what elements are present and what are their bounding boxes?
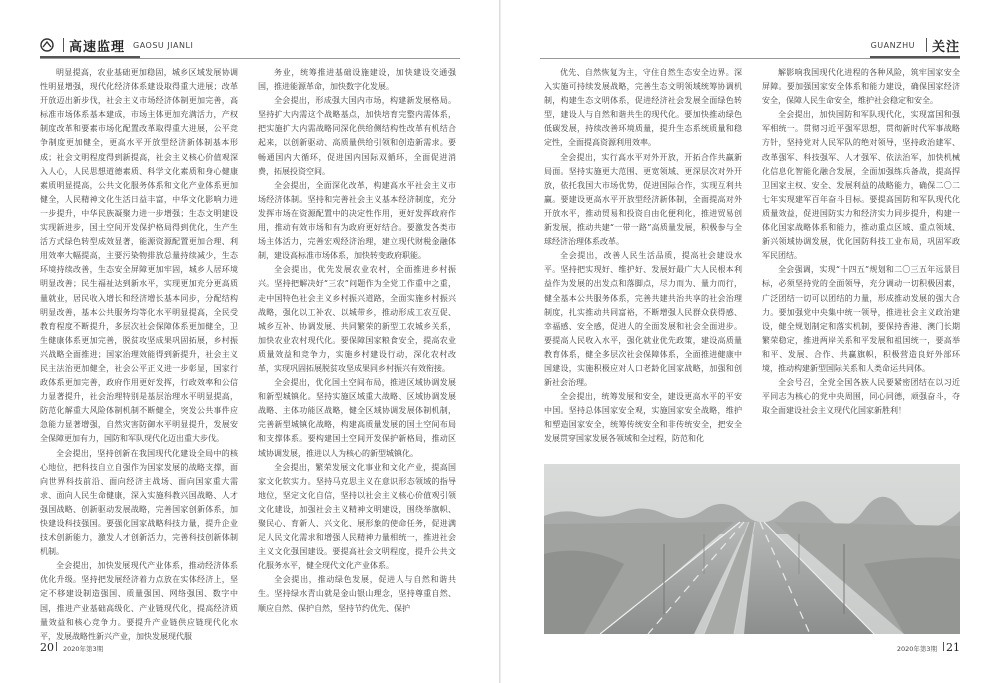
paragraph: 明显提高，农业基础更加稳固，城乡区域发展协调性明显增强，现代化经济体系建设取得重大进展；改革开放迈出新步伐，社会主义市场经济体制更加完善，高标准市场体系基本建成，市场主体更加充满活力，产权制度改革和要素市场化配置改革取得重大进展，公平竞争制度更加健全，更高水平开放型经济新体制基本形成；社会文明程度得到新提高，社会主义核心价值观深入人心，人民思想道德素质、科学文化素质和身心健康素质明显提高，公共文化服务体系和文化产业体系更加健全，人民精神文化生活日益丰富，中华文化影响力进一步提升，中华民族凝聚力进一步增强；生态文明建设实现新进步，国土空间开发保护格局得到优化，生产生活方式绿色转型成效显著，能源资源配置更加合理、利用效率大幅提高，主要污染物排放总量持续减少，生态环境持续改善，生态安全屏障更加牢固，城乡人居环境明显改善；民生福祉达到新水平，实现更加充分更高质量就业，居民收入增长和经济增长基本同步，分配结构明显改善，基本公共服务均等化水平明显提高，全民受教育程度不断提升，多层次社会保障体系更加健全，卫生健康体系更加完善，脱贫攻坚成果巩固拓展，乡村振兴战略全面推进；国家治理效能得到新提升，社会主义民主法治更加健全，社会公平正义进一步彰显，国家行政体系更加完善，政府作用更好发挥，行政效率和公信力显著提升，社会治理特别是基层治理水平明显提高，防范化解重大风险体制机制不断健全，突发公共事件应急能力显著增强，自然灾害防御水平明显提升，发展安全保障更加有力，国防和军队现代化迈出重大步伐。 (40, 68, 238, 444)
paragraph: 解影响我国现代化进程的各种风险，筑牢国家安全屏障。要加强国家安全体系和能力建设，确保国家经济安全，保障人民生命安全，维护社会稳定和安全。 (762, 68, 960, 106)
text-column-3 (544, 66, 742, 454)
paragraph: 优先、自然恢复为主，守住自然生态安全边界。深入实施可持续发展战略，完善生态文明领域统筹协调机制，构建生态文明体系，促进经济社会发展全面绿色转型，建设人与自然和谐共生的现代化。要加快推动绿色低碳发展，持续改善环境质量，提升生态系统质量和稳定性，全面提高资源利用效率。 (544, 68, 742, 148)
text-column-4 (762, 66, 960, 456)
paragraph: 全会强调，实现“十四五”规划和二〇三五年远景目标，必须坚持党的全面领导，充分调动一切积极因素，广泛团结一切可以团结的力量，形成推动发展的强大合力。要加强党中央集中统一领导，推进社会主义政治建设，健全规划制定和落实机制，要保持香港、澳门长期繁荣稳定，推进两岸关系和平发展和祖国统一，要高举和平、发展、合作、共赢旗帜，积极营造良好外部环境，推动构建新型国际关系和人类命运共同体。 (762, 265, 960, 373)
section-title-en: GUANZHU (870, 40, 915, 50)
right-header-rule-accent (870, 56, 960, 58)
header-separator (926, 38, 927, 52)
highway-photo (544, 464, 960, 634)
issue-label-left: 2020年第3期 (63, 645, 104, 653)
paragraph: 全会提出，全面深化改革，构建高水平社会主义市场经济体制。坚持和完善社会主义基本经济制度，充分发挥市场在资源配置中的决定性作用，更好发挥政府作用，推动有效市场和有为政府更好结合。要激发各类市场主体活力，完善宏观经济治理，建立现代财税金融体制，建设高标准市场体系，加快转变政府职能。 (258, 180, 456, 261)
header-separator (63, 38, 64, 52)
text-column-1 (40, 66, 238, 641)
paragraph: 全会提出，优先发展农业农村，全面推进乡村振兴。坚持把解决好“三农”问题作为全党工作重中之重，走中国特色社会主义乡村振兴道路，全面实施乡村振兴战略，强化以工补农、以城带乡，推动形成工农互促、城乡互补、协调发展、共同繁荣的新型工农城乡关系，加快农业农村现代化。要保障国家粮食安全，提高农业质量效益和竞争力，实施乡村建设行动，深化农村改革，实现巩固拓展脱贫攻坚成果同乡村振兴有效衔接。 (258, 265, 456, 373)
footer-separator (943, 642, 944, 651)
paragraph: 全会提出，繁荣发展文化事业和文化产业，提高国家文化软实力。坚持马克思主义在意识形态领域的指导地位，坚定文化自信，坚持以社会主义核心价值观引领文化建设，加强社会主义精神文明建设，围绕举旗帜、聚民心、育新人、兴文化、展形象的使命任务，促进满足人民文化需求和增强人民精神力量相统一，推进社会主义文化强国建设。要提高社会文明程度，提升公共文化服务水平，健全现代文化产业体系。 (258, 462, 456, 571)
paragraph: 全会提出，统筹发展和安全，建设更高水平的平安中国。坚持总体国家安全观，实施国家安全战略，维护和塑造国家安全，统筹传统安全和非传统安全，把安全发展贯穿国家发展各领域和全过程，防范和化 (544, 392, 742, 444)
page-number-left: 20 (40, 641, 54, 654)
paragraph: 全会提出，优化国土空间布局，推进区域协调发展和新型城镇化。坚持实施区域重大战略、区域协调发展战略、主体功能区战略，健全区域协调发展体制机制，完善新型城镇化战略，构建高质量发展的国土空间布局和支撑体系。要构建国土空间开发保护新格局，推动区域协调发展，推进以人为核心的新型城镇化。 (258, 378, 456, 458)
footer-separator (56, 642, 57, 651)
left-header (40, 34, 460, 56)
issue-label-right: 2020年第3期 (896, 645, 937, 653)
paragraph: 务业，统筹推进基础设施建设，加快建设交通强国，推进能源革命，加快数字化发展。 (258, 68, 456, 92)
section-title: 关注 (931, 39, 960, 55)
paragraph: 全会提出，改善人民生活品质，提高社会建设水平。坚持把实现好、维护好、发展好最广大人民根本利益作为发展的出发点和落脚点，尽力而为、量力而行，健全基本公共服务体系，完善共建共治共享的社会治理制度，扎实推动共同富裕，不断增强人民群众获得感、幸福感、安全感，促进人的全面发展和社会全面进步。要提高人民收入水平，强化就业优先政策，建设高质量教育体系，健全多层次社会保障体系，全面推进健康中国建设，实施积极应对人口老龄化国家战略，加强和创新社会治理。 (544, 251, 742, 388)
page-spine (499, 0, 501, 683)
magazine-title-en: GAOSU JIANLI (133, 40, 194, 50)
right-header (540, 34, 960, 56)
left-header-rule (40, 58, 460, 59)
paragraph: 全会提出，坚持创新在我国现代化建设全局中的核心地位，把科技自立自强作为国家发展的战略支撑，面向世界科技前沿、面向经济主战场、面向国家重大需求、面向人民生命健康，深入实施科教兴国战略、人才强国战略、创新驱动发展战略，完善国家创新体系，加快建设科技强国。要强化国家战略科技力量，提升企业技术创新能力，激发人才创新活力，完善科技创新体制机制。 (40, 448, 238, 557)
magazine-title: 高速监理 (69, 39, 126, 55)
magazine-logo-icon (40, 38, 54, 52)
paragraph: 全会提出，形成强大国内市场，构建新发展格局。坚持扩大内需这个战略基点，加快培育完整内需体系，把实施扩大内需战略同深化供给侧结构性改革有机结合起来，以创新驱动、高质量供给引领和创造新需求。要畅通国内大循环，促进国内国际双循环，全面促进消费，拓展投资空间。 (258, 96, 456, 176)
paragraph: 全会提出，加快国防和军队现代化，实现富国和强军相统一。贯彻习近平强军思想，贯彻新时代军事战略方针，坚持党对人民军队的绝对领导，坚持政治建军、改革强军、科技强军、人才强军、依法治军，加快机械化信息化智能化融合发展，全面加强练兵备战，提高捍卫国家主权、安全、发展利益的战略能力，确保二〇二七年实现建军百年奋斗目标。要提高国防和军队现代化质量效益，促进国防实力和经济实力同步提升，构建一体化国家战略体系和能力，推动重点区域、重点领域、新兴领域协调发展，优化国防科技工业布局，巩固军政军民团结。 (762, 110, 960, 261)
paragraph: 全会提出，加快发展现代产业体系，推动经济体系优化升级。坚持把发展经济着力点放在实体经济上，坚定不移建设制造强国、质量强国、网络强国、数字中国，推进产业基础高级化、产业链现代化，提高经济质量效益和核心竞争力。要提升产业链供应链现代化水平，发展战略性新兴产业，加快发展现代服 (40, 561, 238, 641)
page-number-right: 21 (946, 641, 960, 654)
paragraph: 全会提出，推动绿色发展，促进人与自然和谐共生。坚持绿水青山就是金山银山理念，坚持尊重自然、顺应自然、保护自然，坚持节约优先、保护 (258, 575, 456, 613)
paragraph: 全会提出，实行高水平对外开放，开拓合作共赢新局面。坚持实施更大范围、更宽领域、更深层次对外开放，依托我国大市场优势，促进国际合作，实现互利共赢。要建设更高水平开放型经济新体制，全面提高对外开放水平，推动贸易和投资自由化便利化，推进贸易创新发展，推动共建“一带一路”高质量发展，积极参与全球经济治理体系改革。 (544, 152, 742, 247)
paragraph: 全会号召，全党全国各族人民要紧密团结在以习近平同志为核心的党中央周围，同心同德，顽强奋斗，夺取全面建设社会主义现代化国家新胜利！ (762, 378, 960, 416)
left-footer (40, 641, 107, 654)
left-header-rule-accent (40, 56, 140, 58)
right-header-rule (540, 58, 960, 59)
text-column-2 (258, 66, 456, 636)
right-footer (893, 641, 960, 654)
